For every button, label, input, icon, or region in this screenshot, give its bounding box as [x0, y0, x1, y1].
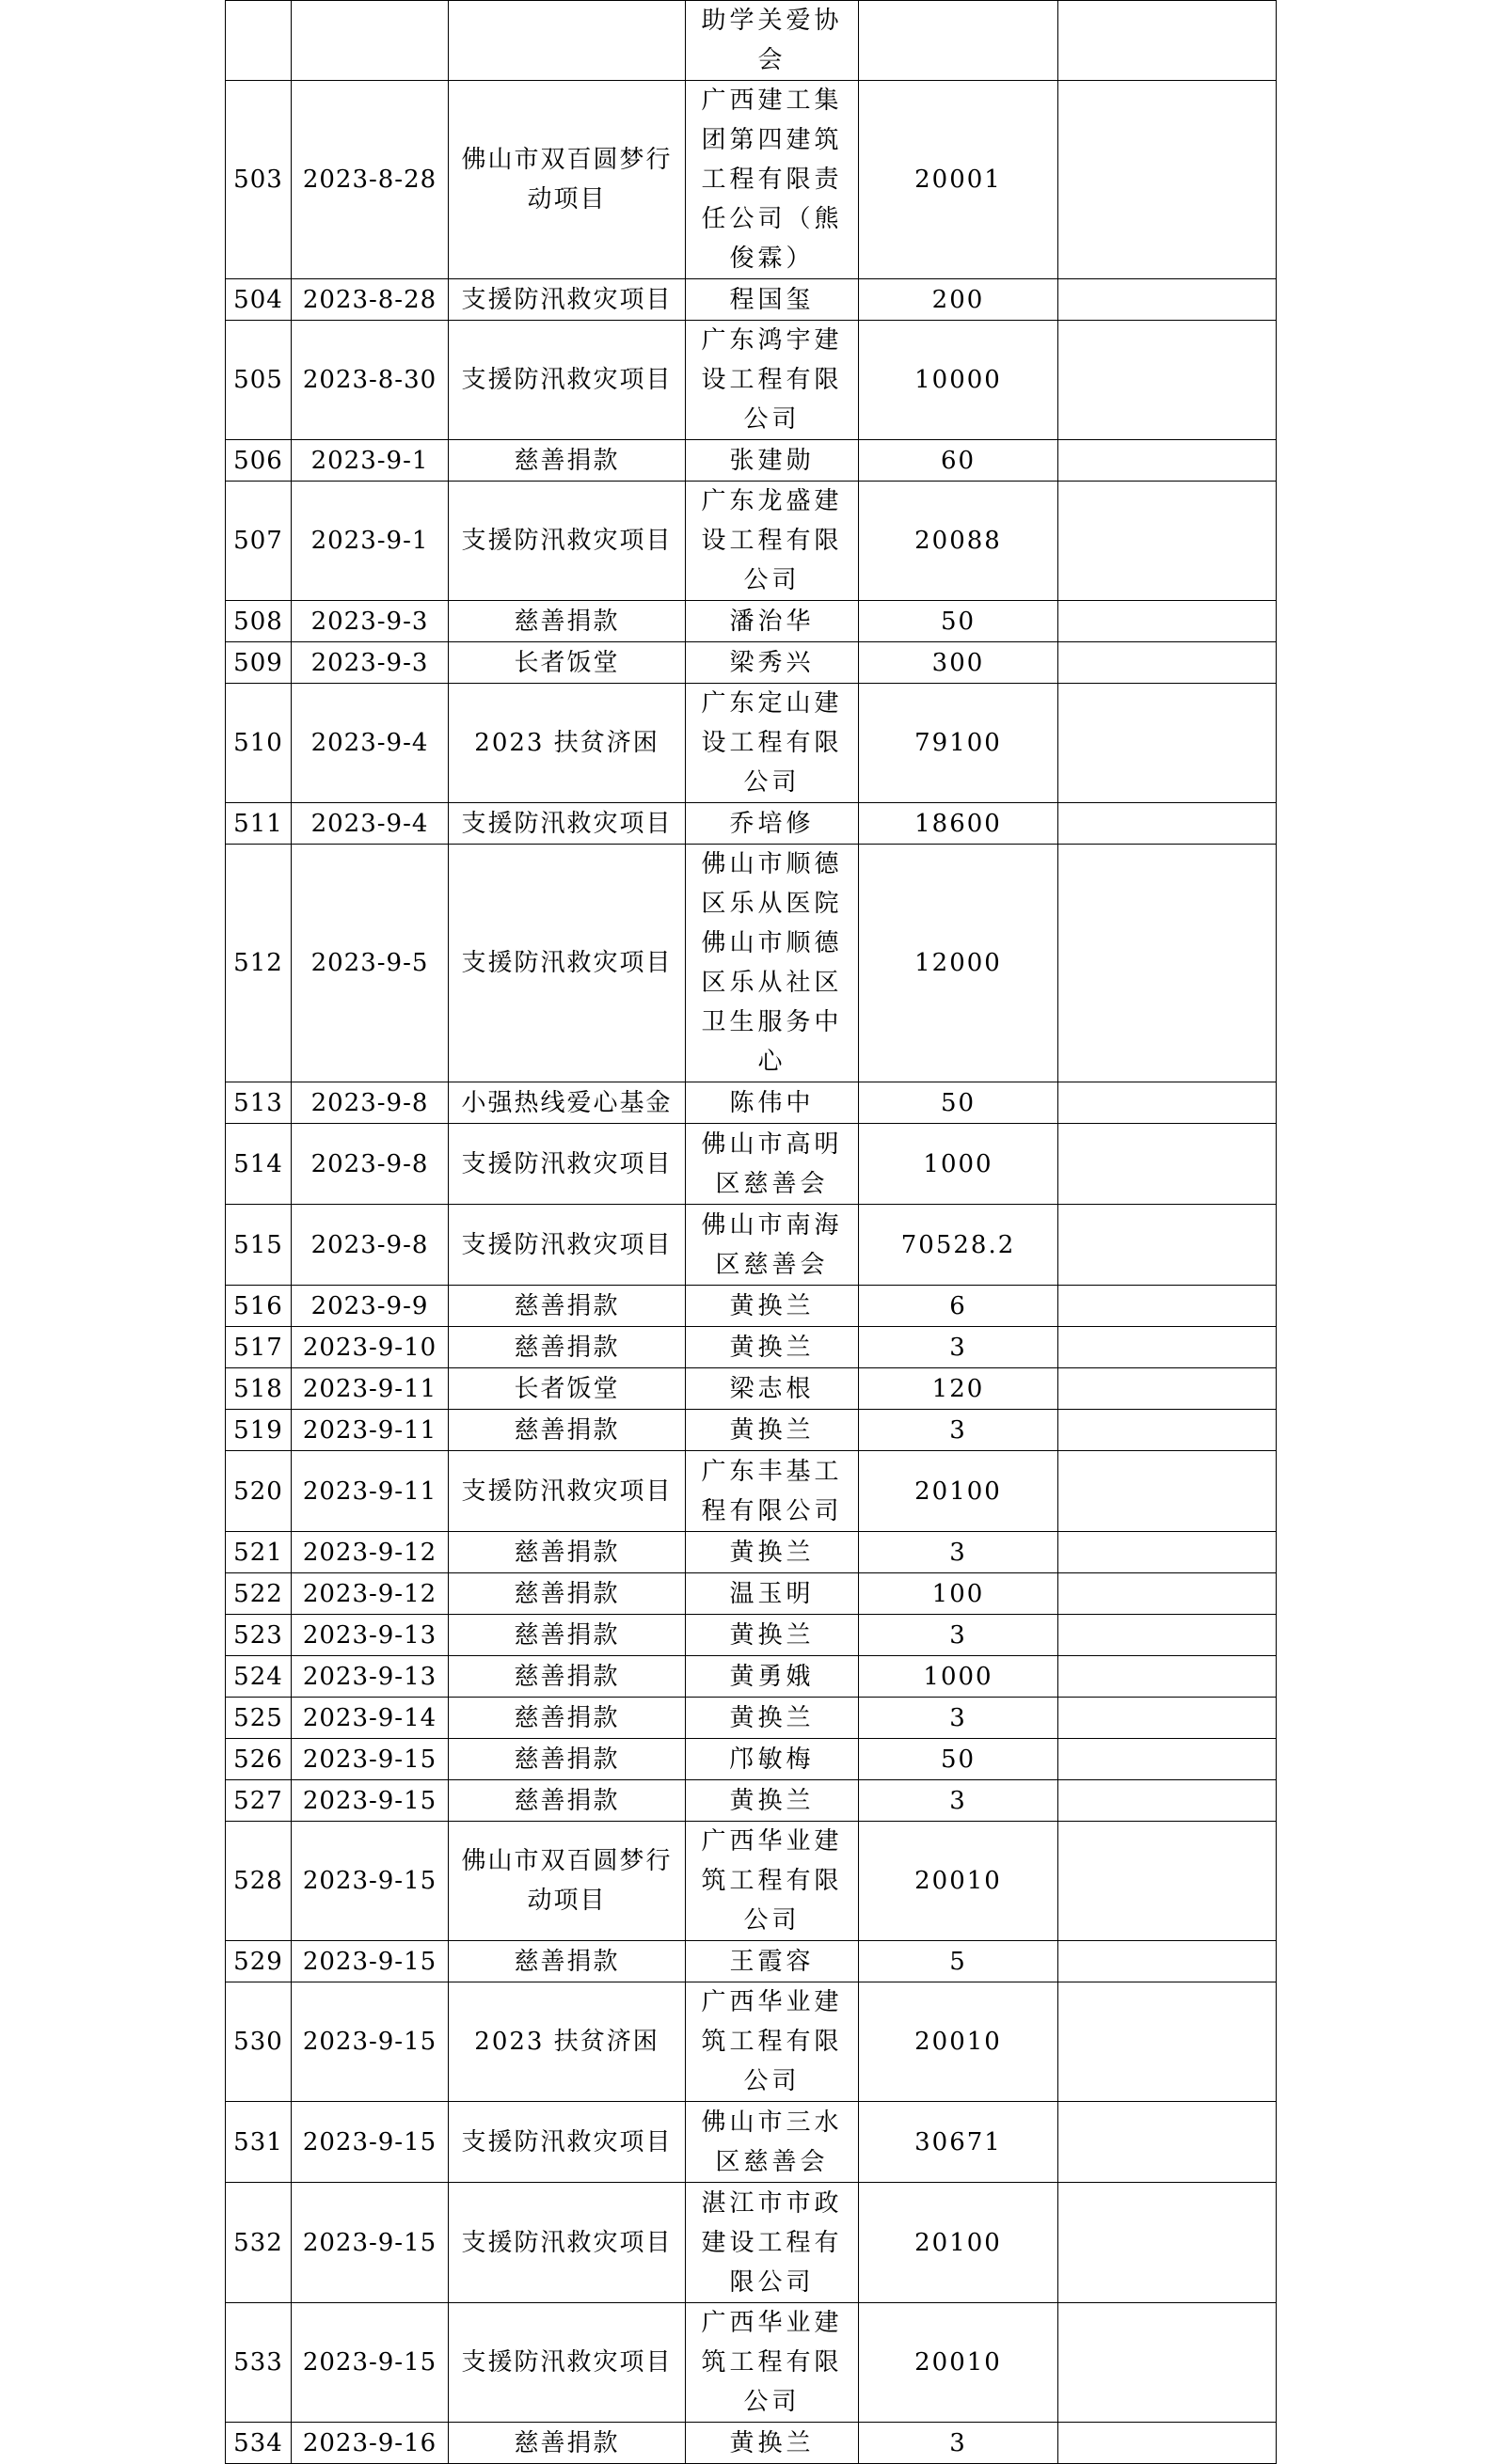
row-number: 515	[226, 1205, 292, 1286]
donor-name: 助学关爱协会	[686, 1, 859, 81]
project-name: 慈善捐款	[449, 1615, 686, 1656]
remark-cell	[1058, 1532, 1277, 1573]
remark-cell	[1058, 684, 1277, 803]
project-name: 慈善捐款	[449, 1573, 686, 1615]
donation-date: 2023-9-11	[292, 1451, 449, 1532]
remark-cell	[1058, 845, 1277, 1082]
donation-date: 2023-9-16	[292, 2423, 449, 2464]
project-name: 支援防汛救灾项目	[449, 1124, 686, 1205]
project-name: 佛山市双百圆梦行动项目	[449, 1822, 686, 1941]
table-row	[226, 803, 1277, 845]
donation-amount: 3	[859, 1327, 1058, 1368]
table-row	[226, 1124, 1277, 1205]
donation-date: 2023-9-15	[292, 1941, 449, 1982]
remark-cell	[1058, 1327, 1277, 1368]
project-name: 慈善捐款	[449, 1656, 686, 1698]
table-row	[226, 81, 1277, 279]
donation-amount: 120	[859, 1368, 1058, 1410]
donation-amount: 6	[859, 1286, 1058, 1327]
table-row	[226, 601, 1277, 642]
donation-date: 2023-9-15	[292, 1780, 449, 1822]
remark-cell	[1058, 1205, 1277, 1286]
project-name: 支援防汛救灾项目	[449, 2102, 686, 2183]
donor-name: 陈伟中	[686, 1082, 859, 1124]
donation-date: 2023-9-1	[292, 482, 449, 601]
donation-date: 2023-9-15	[292, 1739, 449, 1780]
row-number: 514	[226, 1124, 292, 1205]
project-name	[449, 1, 686, 81]
row-number: 531	[226, 2102, 292, 2183]
row-number: 512	[226, 845, 292, 1082]
remark-cell	[1058, 81, 1277, 279]
remark-cell	[1058, 1, 1277, 81]
remark-cell	[1058, 642, 1277, 684]
remark-cell	[1058, 1698, 1277, 1739]
remark-cell	[1058, 1941, 1277, 1982]
donor-name: 广东丰基工程有限公司	[686, 1451, 859, 1532]
row-number: 521	[226, 1532, 292, 1573]
remark-cell	[1058, 2183, 1277, 2303]
donation-amount: 3	[859, 1698, 1058, 1739]
remark-cell	[1058, 803, 1277, 845]
table-row	[226, 1739, 1277, 1780]
remark-cell	[1058, 1286, 1277, 1327]
donation-date: 2023-9-11	[292, 1410, 449, 1451]
donation-table-body	[226, 1, 1277, 2464]
row-number	[226, 1, 292, 81]
row-number: 518	[226, 1368, 292, 1410]
project-name: 2023 扶贫济困	[449, 1982, 686, 2102]
project-name: 支援防汛救灾项目	[449, 2183, 686, 2303]
donation-date: 2023-9-8	[292, 1205, 449, 1286]
row-number: 524	[226, 1656, 292, 1698]
donor-name: 梁秀兴	[686, 642, 859, 684]
row-number: 532	[226, 2183, 292, 2303]
donation-date: 2023-9-15	[292, 1982, 449, 2102]
donor-name: 广西华业建筑工程有限公司	[686, 1982, 859, 2102]
donation-date: 2023-8-28	[292, 81, 449, 279]
project-name: 佛山市双百圆梦行动项目	[449, 81, 686, 279]
row-number: 504	[226, 279, 292, 321]
donation-amount: 20088	[859, 482, 1058, 601]
row-number: 526	[226, 1739, 292, 1780]
project-name: 长者饭堂	[449, 642, 686, 684]
donor-name: 广东鸿宇建设工程有限公司	[686, 321, 859, 440]
donation-date: 2023-9-13	[292, 1615, 449, 1656]
table-row	[226, 1327, 1277, 1368]
project-name: 支援防汛救灾项目	[449, 2303, 686, 2423]
donation-date: 2023-9-12	[292, 1532, 449, 1573]
donation-amount: 1000	[859, 1656, 1058, 1698]
donor-name: 潘治华	[686, 601, 859, 642]
project-name: 支援防汛救灾项目	[449, 482, 686, 601]
project-name: 支援防汛救灾项目	[449, 803, 686, 845]
donation-amount: 20001	[859, 81, 1058, 279]
remark-cell	[1058, 440, 1277, 482]
row-number: 534	[226, 2423, 292, 2464]
donor-name: 黄换兰	[686, 2423, 859, 2464]
row-number: 506	[226, 440, 292, 482]
remark-cell	[1058, 1656, 1277, 1698]
row-number: 528	[226, 1822, 292, 1941]
table-row	[226, 1368, 1277, 1410]
donation-amount: 200	[859, 279, 1058, 321]
table-row	[226, 1082, 1277, 1124]
remark-cell	[1058, 601, 1277, 642]
remark-cell	[1058, 1822, 1277, 1941]
row-number: 525	[226, 1698, 292, 1739]
table-row	[226, 321, 1277, 440]
project-name: 支援防汛救灾项目	[449, 1451, 686, 1532]
donor-name: 黄换兰	[686, 1327, 859, 1368]
donation-date: 2023-9-15	[292, 1822, 449, 1941]
donation-amount: 10000	[859, 321, 1058, 440]
remark-cell	[1058, 1368, 1277, 1410]
table-row	[226, 1, 1277, 81]
donation-amount: 20010	[859, 2303, 1058, 2423]
donor-name: 邝敏梅	[686, 1739, 859, 1780]
row-number: 533	[226, 2303, 292, 2423]
project-name: 慈善捐款	[449, 1698, 686, 1739]
table-row	[226, 2183, 1277, 2303]
remark-cell	[1058, 1082, 1277, 1124]
donor-name: 黄换兰	[686, 1532, 859, 1573]
donor-name: 佛山市顺德区乐从医院佛山市顺德区乐从社区卫生服务中心	[686, 845, 859, 1082]
donation-amount: 50	[859, 601, 1058, 642]
table-row	[226, 1573, 1277, 1615]
project-name: 慈善捐款	[449, 1941, 686, 1982]
table-row	[226, 684, 1277, 803]
project-name: 慈善捐款	[449, 1739, 686, 1780]
table-row	[226, 2423, 1277, 2464]
table-row	[226, 440, 1277, 482]
donation-date: 2023-9-5	[292, 845, 449, 1082]
row-number: 530	[226, 1982, 292, 2102]
table-row	[226, 1286, 1277, 1327]
donation-date: 2023-9-8	[292, 1082, 449, 1124]
donation-amount: 1000	[859, 1124, 1058, 1205]
table-row	[226, 1982, 1277, 2102]
remark-cell	[1058, 1451, 1277, 1532]
table-row	[226, 279, 1277, 321]
donation-amount: 20100	[859, 1451, 1058, 1532]
row-number: 523	[226, 1615, 292, 1656]
donation-date: 2023-9-15	[292, 2102, 449, 2183]
remark-cell	[1058, 1615, 1277, 1656]
donation-amount: 3	[859, 1532, 1058, 1573]
row-number: 505	[226, 321, 292, 440]
project-name: 2023 扶贫济困	[449, 684, 686, 803]
remark-cell	[1058, 321, 1277, 440]
donor-name: 佛山市三水区慈善会	[686, 2102, 859, 2183]
remark-cell	[1058, 1982, 1277, 2102]
row-number: 516	[226, 1286, 292, 1327]
row-number: 510	[226, 684, 292, 803]
project-name: 支援防汛救灾项目	[449, 279, 686, 321]
donation-table	[225, 0, 1277, 2464]
donation-date: 2023-9-4	[292, 803, 449, 845]
table-row	[226, 1532, 1277, 1573]
donation-date: 2023-9-1	[292, 440, 449, 482]
table-row	[226, 845, 1277, 1082]
table-row	[226, 2102, 1277, 2183]
donor-name: 梁志根	[686, 1368, 859, 1410]
row-number: 522	[226, 1573, 292, 1615]
donation-amount	[859, 1, 1058, 81]
remark-cell	[1058, 279, 1277, 321]
donor-name: 广西华业建筑工程有限公司	[686, 2303, 859, 2423]
remark-cell	[1058, 2423, 1277, 2464]
remark-cell	[1058, 2102, 1277, 2183]
row-number: 507	[226, 482, 292, 601]
donor-name: 程国玺	[686, 279, 859, 321]
donor-name: 湛江市市政建设工程有限公司	[686, 2183, 859, 2303]
donor-name: 黄换兰	[686, 1286, 859, 1327]
table-row	[226, 1656, 1277, 1698]
row-number: 508	[226, 601, 292, 642]
project-name: 支援防汛救灾项目	[449, 845, 686, 1082]
donation-date: 2023-9-3	[292, 642, 449, 684]
project-name: 慈善捐款	[449, 601, 686, 642]
row-number: 527	[226, 1780, 292, 1822]
donation-date: 2023-9-11	[292, 1368, 449, 1410]
project-name: 慈善捐款	[449, 440, 686, 482]
row-number: 517	[226, 1327, 292, 1368]
project-name: 支援防汛救灾项目	[449, 1205, 686, 1286]
project-name: 慈善捐款	[449, 1532, 686, 1573]
donor-name: 黄勇娥	[686, 1656, 859, 1698]
donation-amount: 30671	[859, 2102, 1058, 2183]
table-row	[226, 1615, 1277, 1656]
donation-date: 2023-9-3	[292, 601, 449, 642]
row-number: 529	[226, 1941, 292, 1982]
table-row	[226, 1451, 1277, 1532]
table-row	[226, 1780, 1277, 1822]
donation-amount: 60	[859, 440, 1058, 482]
project-name: 支援防汛救灾项目	[449, 321, 686, 440]
donation-amount: 20010	[859, 1982, 1058, 2102]
donor-name: 黄换兰	[686, 1615, 859, 1656]
row-number: 511	[226, 803, 292, 845]
remark-cell	[1058, 2303, 1277, 2423]
donation-amount: 3	[859, 1780, 1058, 1822]
row-number: 519	[226, 1410, 292, 1451]
donation-amount: 50	[859, 1082, 1058, 1124]
remark-cell	[1058, 1124, 1277, 1205]
donation-date	[292, 1, 449, 81]
donation-date: 2023-8-30	[292, 321, 449, 440]
row-number: 503	[226, 81, 292, 279]
table-row	[226, 1205, 1277, 1286]
table-row	[226, 1698, 1277, 1739]
donor-name: 黄换兰	[686, 1780, 859, 1822]
table-row	[226, 482, 1277, 601]
donor-name: 广东龙盛建设工程有限公司	[686, 482, 859, 601]
project-name: 慈善捐款	[449, 1327, 686, 1368]
donor-name: 温玉明	[686, 1573, 859, 1615]
donation-amount: 70528.2	[859, 1205, 1058, 1286]
project-name: 慈善捐款	[449, 1286, 686, 1327]
project-name: 小强热线爱心基金	[449, 1082, 686, 1124]
remark-cell	[1058, 1780, 1277, 1822]
project-name: 慈善捐款	[449, 1410, 686, 1451]
donation-amount: 12000	[859, 845, 1058, 1082]
row-number: 509	[226, 642, 292, 684]
table-row	[226, 2303, 1277, 2423]
remark-cell	[1058, 1739, 1277, 1780]
donation-amount: 50	[859, 1739, 1058, 1780]
donation-date: 2023-9-12	[292, 1573, 449, 1615]
donation-amount: 3	[859, 1615, 1058, 1656]
project-name: 长者饭堂	[449, 1368, 686, 1410]
donation-date: 2023-9-8	[292, 1124, 449, 1205]
donor-name: 广西华业建筑工程有限公司	[686, 1822, 859, 1941]
row-number: 513	[226, 1082, 292, 1124]
donation-date: 2023-9-4	[292, 684, 449, 803]
donation-amount: 5	[859, 1941, 1058, 1982]
row-number: 520	[226, 1451, 292, 1532]
donation-amount: 20010	[859, 1822, 1058, 1941]
donor-name: 黄换兰	[686, 1698, 859, 1739]
donation-amount: 18600	[859, 803, 1058, 845]
table-row	[226, 1941, 1277, 1982]
donor-name: 佛山市南海区慈善会	[686, 1205, 859, 1286]
donor-name: 乔培修	[686, 803, 859, 845]
donation-date: 2023-8-28	[292, 279, 449, 321]
table-row	[226, 642, 1277, 684]
donation-date: 2023-9-9	[292, 1286, 449, 1327]
project-name: 慈善捐款	[449, 2423, 686, 2464]
donation-date: 2023-9-13	[292, 1656, 449, 1698]
donor-name: 张建勋	[686, 440, 859, 482]
donation-date: 2023-9-15	[292, 2183, 449, 2303]
donor-name: 黄换兰	[686, 1410, 859, 1451]
remark-cell	[1058, 1573, 1277, 1615]
donation-date: 2023-9-15	[292, 2303, 449, 2423]
donation-amount: 3	[859, 1410, 1058, 1451]
donation-date: 2023-9-10	[292, 1327, 449, 1368]
donor-name: 广西建工集团第四建筑工程有限责任公司（熊俊霖）	[686, 81, 859, 279]
donation-amount: 79100	[859, 684, 1058, 803]
donation-amount: 100	[859, 1573, 1058, 1615]
table-row	[226, 1822, 1277, 1941]
remark-cell	[1058, 1410, 1277, 1451]
donation-amount: 3	[859, 2423, 1058, 2464]
donor-name: 王霞容	[686, 1941, 859, 1982]
donation-amount: 300	[859, 642, 1058, 684]
project-name: 慈善捐款	[449, 1780, 686, 1822]
donor-name: 广东定山建设工程有限公司	[686, 684, 859, 803]
donor-name: 佛山市高明区慈善会	[686, 1124, 859, 1205]
table-row	[226, 1410, 1277, 1451]
remark-cell	[1058, 482, 1277, 601]
donation-amount: 20100	[859, 2183, 1058, 2303]
donation-date: 2023-9-14	[292, 1698, 449, 1739]
